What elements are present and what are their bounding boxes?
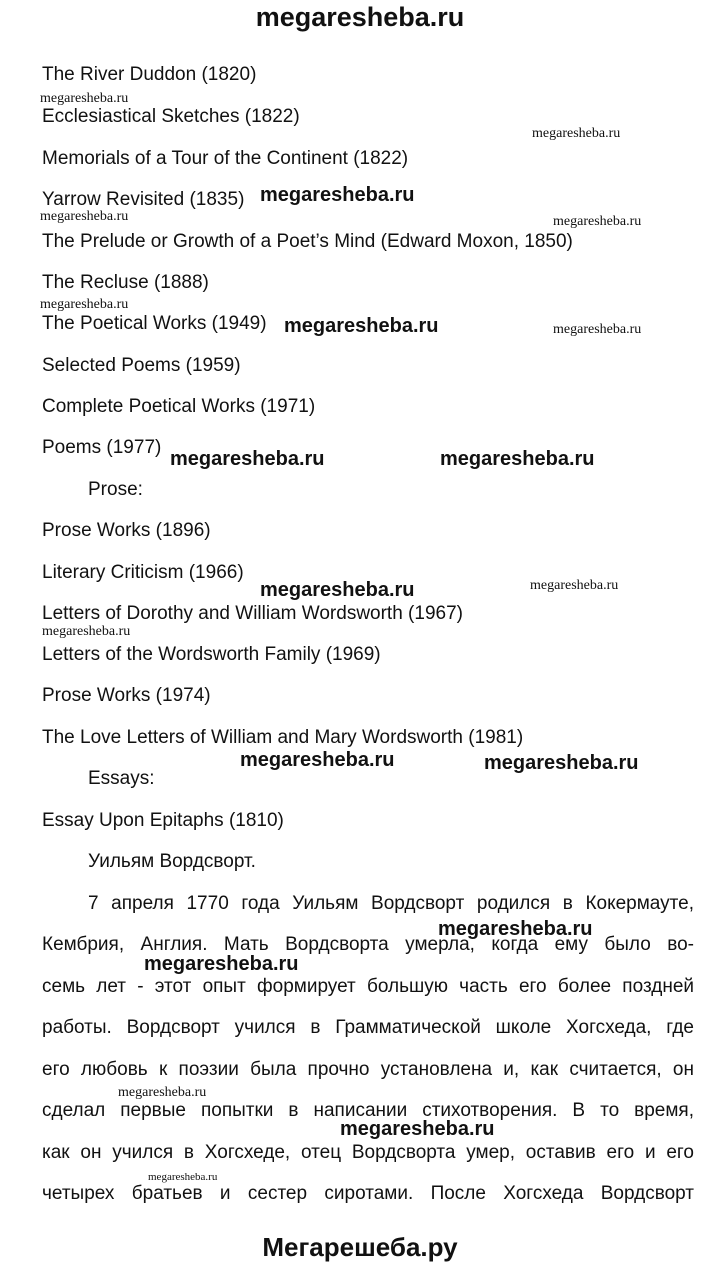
bio-line: работы. Вордсворт учился в Грамматической школе Хогсхеда, где xyxy=(42,1017,694,1038)
list-item: The Prelude or Growth of a Poet’s Mind (Edward Moxon, 1850) xyxy=(42,231,573,252)
list-item: Ecclesiastical Sketches (1822) xyxy=(42,106,300,127)
watermark: megaresheba.ru xyxy=(144,953,299,975)
site-header: megaresheba.ru xyxy=(255,2,465,32)
bio-heading: Уильям Вордсворт. xyxy=(88,851,256,872)
site-footer: Мегарешеба.ру xyxy=(262,1232,458,1262)
section-heading-prose: Prose: xyxy=(88,479,143,500)
list-item: The Poetical Works (1949) xyxy=(42,313,267,334)
list-item: Complete Poetical Works (1971) xyxy=(42,396,316,417)
list-item: The Love Letters of William and Mary Wordsworth (1981) xyxy=(42,727,524,748)
watermark: megaresheba.ru xyxy=(40,297,129,312)
list-item: The River Duddon (1820) xyxy=(42,64,257,85)
watermark: megaresheba.ru xyxy=(340,1118,495,1140)
watermark: megaresheba.ru xyxy=(438,918,593,940)
watermark: megaresheba.ru xyxy=(148,1171,218,1183)
watermark: megaresheba.ru xyxy=(260,579,415,601)
watermark: megaresheba.ru xyxy=(42,624,131,639)
watermark: megaresheba.ru xyxy=(553,214,642,229)
section-heading-essays: Essays: xyxy=(88,768,155,789)
list-item: Letters of the Wordsworth Family (1969) xyxy=(42,644,381,665)
list-item: Literary Criticism (1966) xyxy=(42,562,244,583)
bio-line: как он учился в Хогсхеде, отец Вордсворта умер, оставив его и его xyxy=(42,1142,694,1163)
watermark: megaresheba.ru xyxy=(484,752,639,774)
watermark: megaresheba.ru xyxy=(118,1085,207,1100)
watermark: megaresheba.ru xyxy=(40,91,129,106)
list-item: Prose Works (1974) xyxy=(42,685,211,706)
watermark: megaresheba.ru xyxy=(260,184,415,206)
list-item: Poems (1977) xyxy=(42,437,162,458)
list-item: Selected Poems (1959) xyxy=(42,355,241,376)
bio-line: четырех братьев и сестер сиротами. После Хогсхеда Вордсворт xyxy=(42,1183,694,1204)
watermark: megaresheba.ru xyxy=(40,209,129,224)
watermark: megaresheba.ru xyxy=(240,749,395,771)
watermark: megaresheba.ru xyxy=(284,315,439,337)
list-item: The Recluse (1888) xyxy=(42,272,209,293)
bio-line: семь лет - этот опыт формирует большую часть его более поздней xyxy=(42,976,694,997)
list-item: Memorials of a Tour of the Continent (1822) xyxy=(42,148,409,169)
list-item: Essay Upon Epitaphs (1810) xyxy=(42,810,284,831)
bio-line: сделал первые попытки в написании стихотворения. В то время, xyxy=(42,1100,694,1121)
list-item: Letters of Dorothy and William Wordsworth (1967) xyxy=(42,603,463,624)
bio-line: его любовь к поэзии была прочно установлена и, как считается, он xyxy=(42,1059,694,1080)
watermark: megaresheba.ru xyxy=(553,322,642,337)
bio-line: Кембрия, Англия. Мать Вордсворта умерла, когда ему было во- xyxy=(42,934,694,955)
bio-line: 7 апреля 1770 года Уильям Вордсворт родился в Кокермауте, xyxy=(88,893,694,914)
watermark: megaresheba.ru xyxy=(530,578,619,593)
watermark: megaresheba.ru xyxy=(440,448,595,470)
watermark: megaresheba.ru xyxy=(532,126,621,141)
list-item: Yarrow Revisited (1835) xyxy=(42,189,245,210)
list-item: Prose Works (1896) xyxy=(42,520,211,541)
watermark: megaresheba.ru xyxy=(170,448,325,470)
